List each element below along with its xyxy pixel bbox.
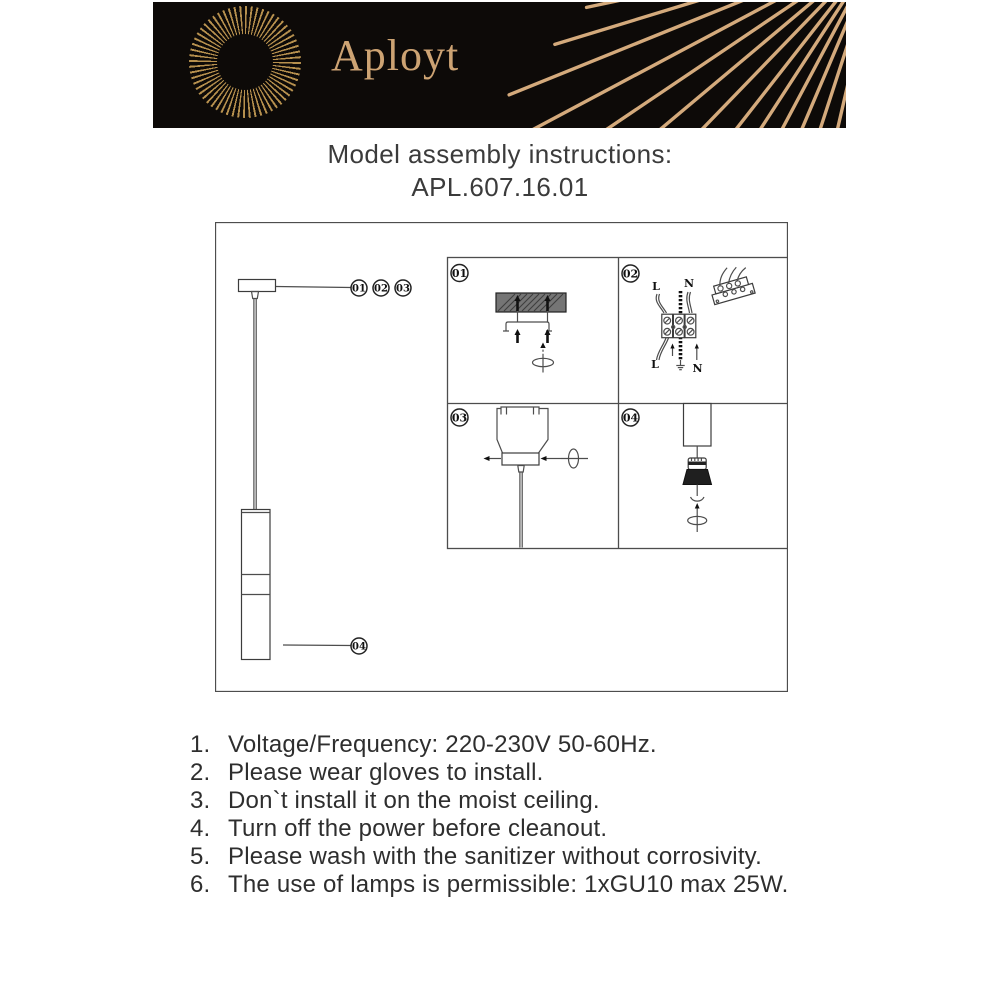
socket-symbol [691,497,705,501]
list-item [190,815,850,843]
callout-02: 02 [374,283,388,295]
wire-L-top: L [652,280,660,293]
step-02-panel [622,262,755,375]
item-text: The use of lamps is permissible: 1xGU10 max 25W. [228,871,789,898]
item-text: Please wash with the sanitizer without corrosivity. [228,843,762,870]
mounting-strap [503,322,552,331]
wire-N-bottom: N [692,362,703,375]
step-01-label: 01 [451,267,468,280]
ceiling-bracket [501,407,539,415]
list-item [190,731,850,759]
item-number: 1. [190,731,211,758]
list-item [190,843,850,871]
item-text: Turn off the power before cleanout. [228,815,608,842]
pendant-lamp-drawing [239,280,412,660]
step-03-label: 03 [451,411,468,425]
item-text: Don`t install it on the moist ceiling. [228,787,600,814]
step-02-label: 02 [622,267,639,281]
item-number: 6. [190,871,211,898]
callout-01: 01 [352,283,366,295]
ground-symbol [676,360,684,370]
item-number: 3. [190,787,211,814]
step-01-panel [451,265,566,373]
fan-rays-decoration [153,2,846,128]
item-number: 5. [190,843,211,870]
step-03-panel [451,407,588,548]
terminal-block [662,314,696,338]
step-04-label: 04 [622,411,639,425]
item-text: Voltage/Frequency: 220-230V 50-60Hz. [228,731,657,758]
list-item [190,759,850,787]
canopy-cup [497,409,548,454]
wire-N-top: N [683,277,695,290]
list-item [190,787,850,815]
item-text: Please wear gloves to install. [228,759,544,786]
callout-04: 04 [352,641,366,653]
gu10-bulb [683,458,712,485]
safety-notes-list [190,731,850,899]
connector-3d [706,262,755,304]
list-item [190,871,850,899]
brand-wordmark: Aployt [331,31,460,80]
page-title: Model assembly instructions: [327,139,673,169]
model-number: APL.607.16.01 [411,172,589,202]
item-number: 4. [190,815,211,842]
brand-banner [153,2,846,128]
callout-03: 03 [396,283,410,295]
headline [0,139,1000,202]
wire-L-bottom: L [651,358,659,371]
item-number: 2. [190,759,211,786]
assembly-diagram [215,222,788,692]
step-04-panel [622,404,712,533]
